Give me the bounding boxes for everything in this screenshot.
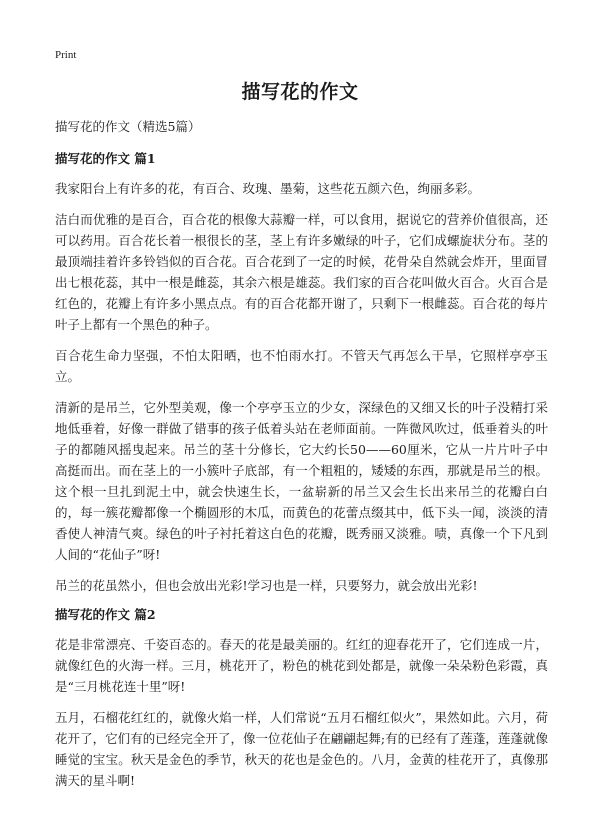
document-subtitle: 描写花的作文（精选5篇） [55, 119, 201, 134]
section-heading: 描写花的作文 篇1 [55, 151, 156, 166]
paragraph: 洁白而优雅的是百合，百合花的根像大蒜瓣一样，可以食用，据说它的营养价值很高，还可以药用。百合花长着一根很长的茎，茎上有许多嫩绿的叶子，它们成螺旋状分布。茎的最顶端挂着许多铃铛似的百合花。百合花到了一定的时候，花骨朵自然就会炸开，里面冒出七根花蕊，其中一根是雌蕊，其余六根是雄蕊。我们家的百合花叫做火百合。火百合是红色的，花瓣上有许多小黑点点。有的百合花都开谢了，只剩下一根雌蕊。百合花的每片叶子上都有一个黑色的种子。 [55, 212, 548, 332]
print-link[interactable]: Print [55, 49, 77, 61]
essay-section-2 [55, 606, 548, 791]
paragraph: 吊兰的花虽然小，但也会放出光彩!学习也是一样，只要努力，就会放出光彩! [55, 578, 478, 593]
paragraph: 我家阳台上有许多的花，有百合、玫瑰、墨菊，这些花五颜六色，绚丽多彩。 [55, 181, 481, 196]
document-body [55, 118, 548, 801]
paragraph: 清新的是吊兰，它外型美观，像一个亭亭玉立的少女，深绿色的又细又长的叶子没精打采地低垂着，好像一群做了错事的孩子低着头站在老师面前。一阵微风吹过，低垂着头的叶子的都随风摇曳起来。吊兰的茎十分修长，它大约长50——60厘米，它从一片片叶子中高挺而出。而在茎上的一小簇叶子底部，有一个粗粗的，矮矮的东西，那就是吊兰的根。这个根一旦扎到泥土中，就会快速生长，一盆崭新的吊兰又会生长出来吊兰的花瓣白白的，每一簇花瓣都像一个椭圆形的木瓜，而黄色的花蕾点缀其中，低下头一闻，淡淡的清香使人神清气爽。绿色的叶子衬托着这白色的花瓣，既秀丽又淡雅。啧，真像一个下凡到人间的“花仙子”呀! [55, 400, 548, 562]
essay-section-1 [55, 150, 548, 596]
section-heading: 描写花的作文 篇2 [55, 607, 156, 622]
paragraph: 花是非常漂亮、千姿百态的。春天的花是最美丽的。红红的迎春花开了，它们连成一片，就像红色的火海一样。三月，桃花开了，粉色的桃花到处都是，就像一朵朵粉色彩霞，真是“三月桃花连十里”呀! [55, 637, 548, 694]
paragraph: 百合花生命力坚强，不怕太阳晒，也不怕雨水打。不管天气再怎么干旱，它照样亭亭玉立。 [55, 348, 548, 384]
document-title: 描写花的作文 [241, 81, 359, 103]
paragraph: 五月，石榴花红红的，就像火焰一样，人们常说“五月石榴红似火”，果然如此。六月，荷花开了，它们有的已经完全开了，像一位花仙子在翩翩起舞;有的已经有了莲蓬，莲蓬就像睡觉的宝宝。秋天是金色的季节，秋天的花也是金色的。八月，金黄的桂花开了，真像那满天的星斗啊! [55, 710, 548, 788]
